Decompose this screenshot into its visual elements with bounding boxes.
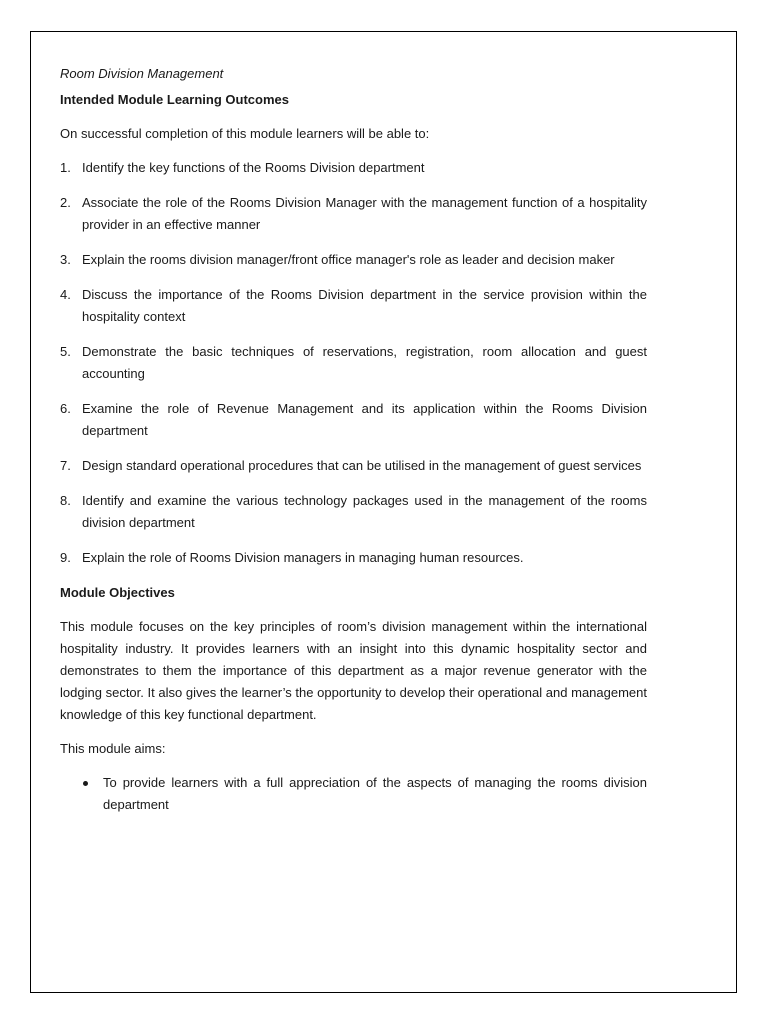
outcome-text: Discuss the importance of the Rooms Division department in the service provision within the hospitality context: [82, 287, 647, 324]
outcome-number: 7.: [60, 458, 71, 473]
outcomes-intro: On successful completion of this module learners will be able to:: [60, 126, 430, 141]
outcome-text: Examine the role of Revenue Management and its application within the Rooms Division department: [82, 401, 647, 438]
aims-intro: This module aims:: [60, 741, 166, 756]
outcome-item: [60, 192, 647, 236]
outcome-item: [60, 157, 647, 179]
outcome-item: [60, 249, 647, 271]
document-content: [60, 63, 647, 816]
outcome-number: 2.: [60, 195, 71, 210]
objectives-heading: Module Objectives: [60, 585, 175, 600]
outcome-number: 6.: [60, 401, 71, 416]
outcome-number: 8.: [60, 493, 71, 508]
outcome-number: 9.: [60, 550, 71, 565]
outcomes-heading: Intended Module Learning Outcomes: [60, 92, 289, 107]
outcome-item: [60, 490, 647, 534]
outcome-item: [60, 398, 647, 442]
aims-list: [60, 772, 647, 816]
outcome-text: Design standard operational procedures that can be utilised in the management of guest services: [82, 458, 642, 473]
outcome-number: 5.: [60, 344, 71, 359]
outcome-item: [60, 547, 647, 569]
outcomes-list: [60, 157, 647, 569]
outcome-text: Explain the rooms division manager/front office manager's role as leader and decision maker: [82, 252, 615, 267]
outcome-number: 3.: [60, 252, 71, 267]
outcome-item: [60, 455, 647, 477]
outcome-text: Explain the role of Rooms Division managers in managing human resources.: [82, 550, 524, 565]
objectives-paragraph: This module focuses on the key principles of room’s division management within the international hospitality industry. It provides learners with an insight into this dynamic hospitality sector and demonstrates to them the importance of this department as a major revenue generator with the lodging sector. It also gives the learner’s the opportunity to develop their operational and management knowledge of this key functional department.: [60, 619, 647, 722]
aim-item: [60, 772, 647, 816]
outcome-number: 1.: [60, 160, 71, 175]
module-title: Room Division Management: [60, 66, 224, 81]
outcome-number: 4.: [60, 287, 71, 302]
outcome-text: Demonstrate the basic techniques of reservations, registration, room allocation and guest accounting: [82, 344, 647, 381]
outcome-item: [60, 341, 647, 385]
outcome-text: Identify and examine the various technology packages used in the management of the rooms division department: [82, 493, 647, 530]
outcome-text: Identify the key functions of the Rooms Division department: [82, 160, 425, 175]
outcome-item: [60, 284, 647, 328]
outcome-text: Associate the role of the Rooms Division Manager with the management function of a hospitality provider in an effective manner: [82, 195, 647, 232]
aim-text: To provide learners with a full appreciation of the aspects of managing the rooms division department: [103, 775, 647, 812]
bullet-icon: [60, 772, 103, 816]
